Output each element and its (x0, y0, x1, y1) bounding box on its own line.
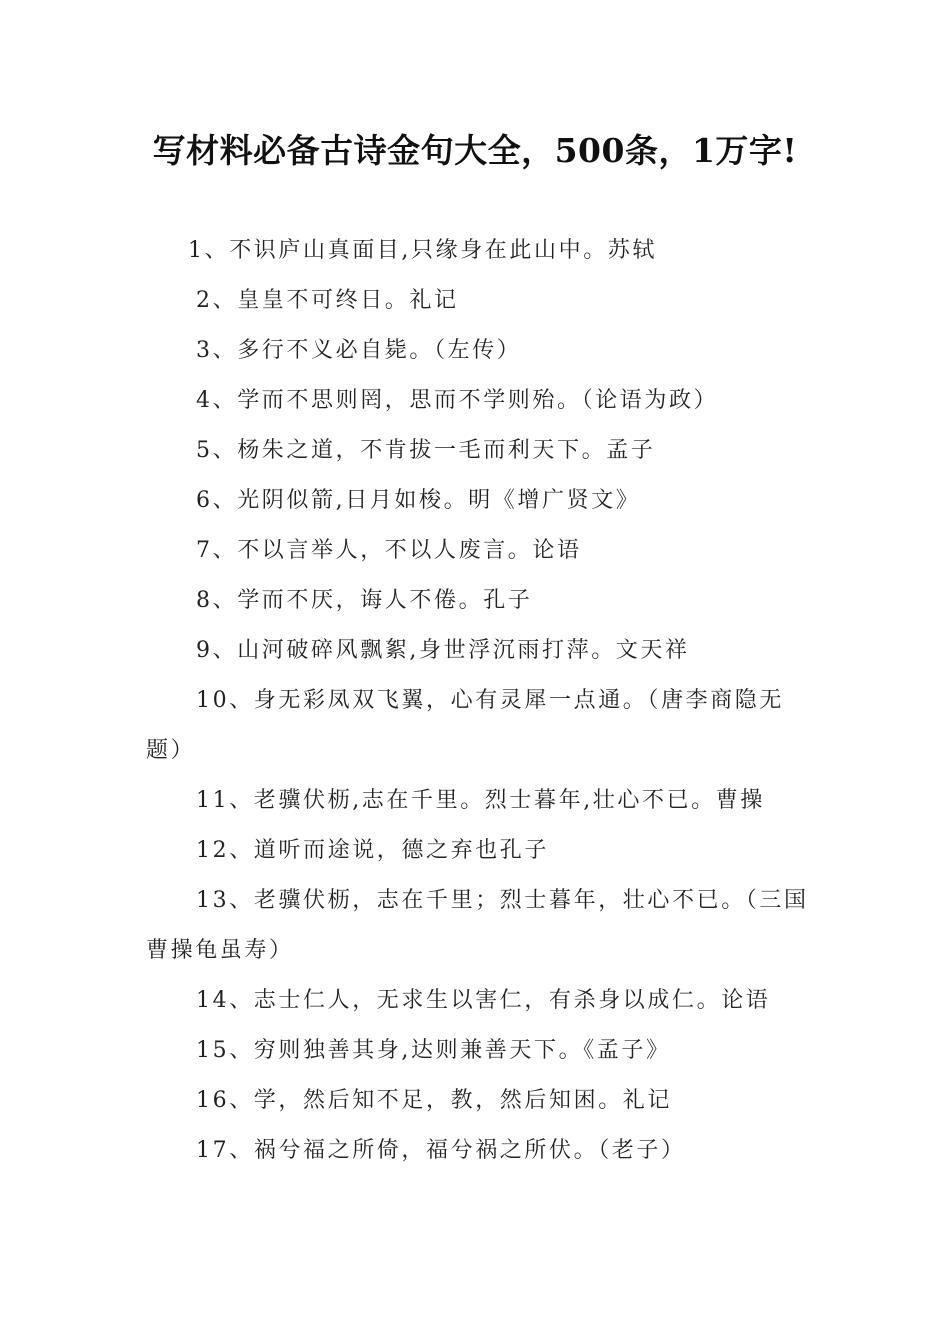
quote-item: 14、志士仁人，无求生以害仁，有杀身以成仁。论语 (196, 988, 771, 1013)
quote-item: 8、学而不厌，诲人不倦。孔子 (196, 588, 533, 613)
document-title: 写材料必备古诗金句大全，500条，1万字! (152, 131, 798, 170)
quote-item: 3、多行不义必自毙。（左传） (196, 338, 522, 363)
quote-item: 16、学，然后知不足，教，然后知困。礼记 (196, 1088, 672, 1113)
quote-item: 11、老骥伏枥,志在千里。烈士暮年,壮心不已。曹操 (196, 788, 765, 813)
quote-item: 1、不识庐山真面目,只缘身在此山中。苏轼 (188, 238, 657, 263)
quote-item: 17、祸兮福之所倚，福兮祸之所伏。（老子） (196, 1138, 686, 1163)
quote-item: 13、老骥伏枥，志在千里；烈士暮年，壮心不已。（三国曹操龟虽寿） (146, 888, 809, 963)
quote-item: 5、杨朱之道，不肯拔一毛而利天下。孟子 (196, 438, 656, 463)
quote-item: 10、身无彩凤双飞翼，心有灵犀一点通。（唐李商隐无题） (146, 688, 784, 763)
quote-item: 15、穷则独善其身,达则兼善天下。《孟子》 (196, 1038, 671, 1063)
quote-item: 7、不以言举人，不以人废言。论语 (196, 538, 582, 563)
quote-item: 4、学而不思则罔，思而不学则殆。（论语为政） (196, 388, 719, 413)
quote-item: 12、道听而途说，德之弃也孔子 (196, 838, 549, 863)
quote-list (146, 226, 810, 1176)
quote-item: 2、皇皇不可终日。礼记 (196, 288, 459, 313)
quote-item: 9、山河破碎风飘絮,身世浮沉雨打萍。文天祥 (196, 638, 690, 663)
quote-item: 6、光阴似箭,日月如梭。明《增广贤文》 (196, 488, 641, 513)
